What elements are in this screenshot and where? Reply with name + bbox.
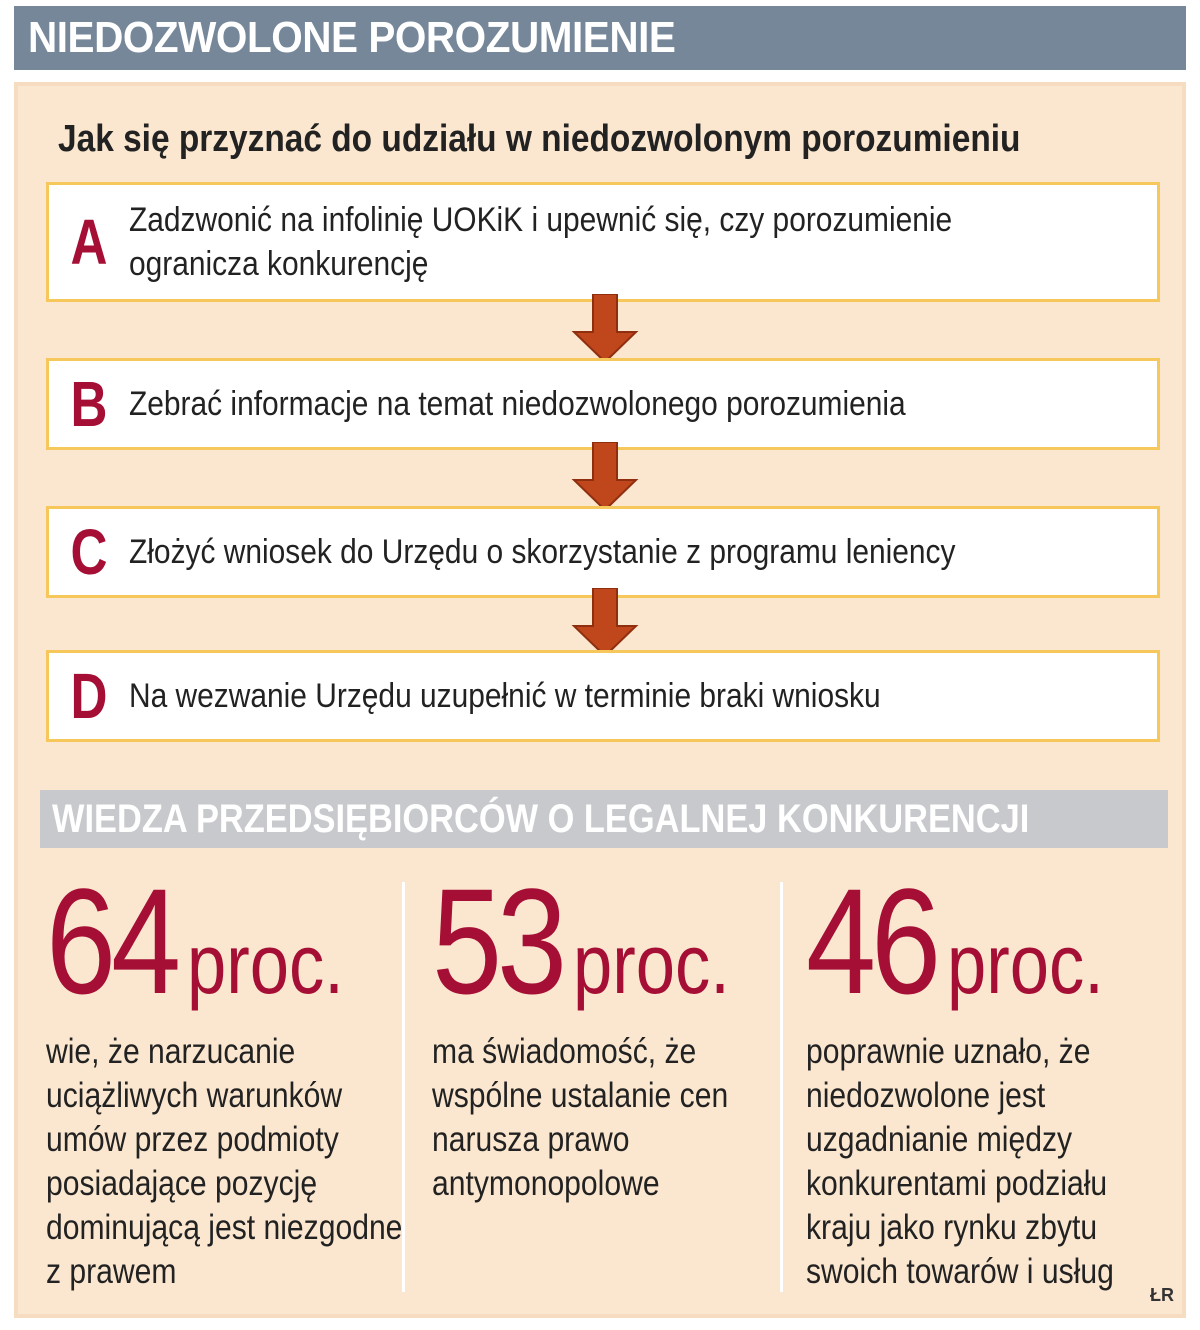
- knowledge-title: WIEDZA PRZEDSIĘBIORCÓW O LEGALNEJ KONKURENCJI: [52, 796, 1030, 841]
- knowledge-section-bar: [40, 790, 1168, 848]
- step-letter: C: [70, 516, 108, 588]
- stat-unit: proc.: [572, 917, 730, 1011]
- step-c: [46, 506, 1160, 598]
- column-divider: [402, 882, 405, 1292]
- stat-value: 46: [806, 857, 937, 1025]
- header-bar: [14, 6, 1186, 70]
- stat-value: 64: [46, 857, 177, 1025]
- down-arrow-icon: [570, 294, 640, 364]
- step-text: Złożyć wniosek do Urzędu o skorzystanie z programu leniency: [129, 533, 956, 571]
- step-text: Zadzwonić na infolinię UOKiK i upewnić się, czy porozumienie ogranicza konkurencję: [129, 201, 953, 283]
- stat-value: 53: [432, 857, 563, 1025]
- step-text: Na wezwanie Urzędu uzupełnić w terminie braki wniosku: [129, 677, 881, 715]
- author-credit: ŁR: [1150, 1285, 1174, 1305]
- guide-subtitle: Jak się przyznać do udziału w niedozwolonym porozumieniu: [58, 118, 1021, 160]
- stat-46: [806, 857, 1176, 1291]
- page-title: NIEDOZWOLONE POROZUMIENIE: [28, 13, 676, 62]
- stat-64: [46, 857, 406, 1291]
- down-arrow-icon: [570, 588, 640, 658]
- stat-description: poprawnie uznało, że niedozwolone jest uzgadnianie między konkurentami podziału kraju jako rynku zbytu swoich towarów i usług: [806, 1032, 1114, 1291]
- stat-unit: proc.: [186, 917, 344, 1011]
- down-arrow-icon: [570, 442, 640, 512]
- step-a: [46, 182, 1160, 302]
- stat-unit: proc.: [946, 917, 1104, 1011]
- step-letter: D: [70, 660, 108, 732]
- step-text: Zebrać informacje na temat niedozwolonego porozumienia: [129, 385, 906, 423]
- stat-description: ma świadomość, że wspólne ustalanie cen narusza prawo antymonopolowe: [432, 1032, 729, 1203]
- step-letter: A: [70, 206, 108, 278]
- infographic-panel: [14, 82, 1186, 1318]
- stat-description: wie, że narzucanie uciążliwych warunków umów przez podmioty posiadające pozycję dominującą jest niezgodne z prawem: [46, 1032, 403, 1291]
- step-letter: B: [70, 368, 108, 440]
- stat-53: [432, 857, 792, 1286]
- step-b: [46, 358, 1160, 450]
- step-d: [46, 650, 1160, 742]
- column-divider: [780, 882, 783, 1292]
